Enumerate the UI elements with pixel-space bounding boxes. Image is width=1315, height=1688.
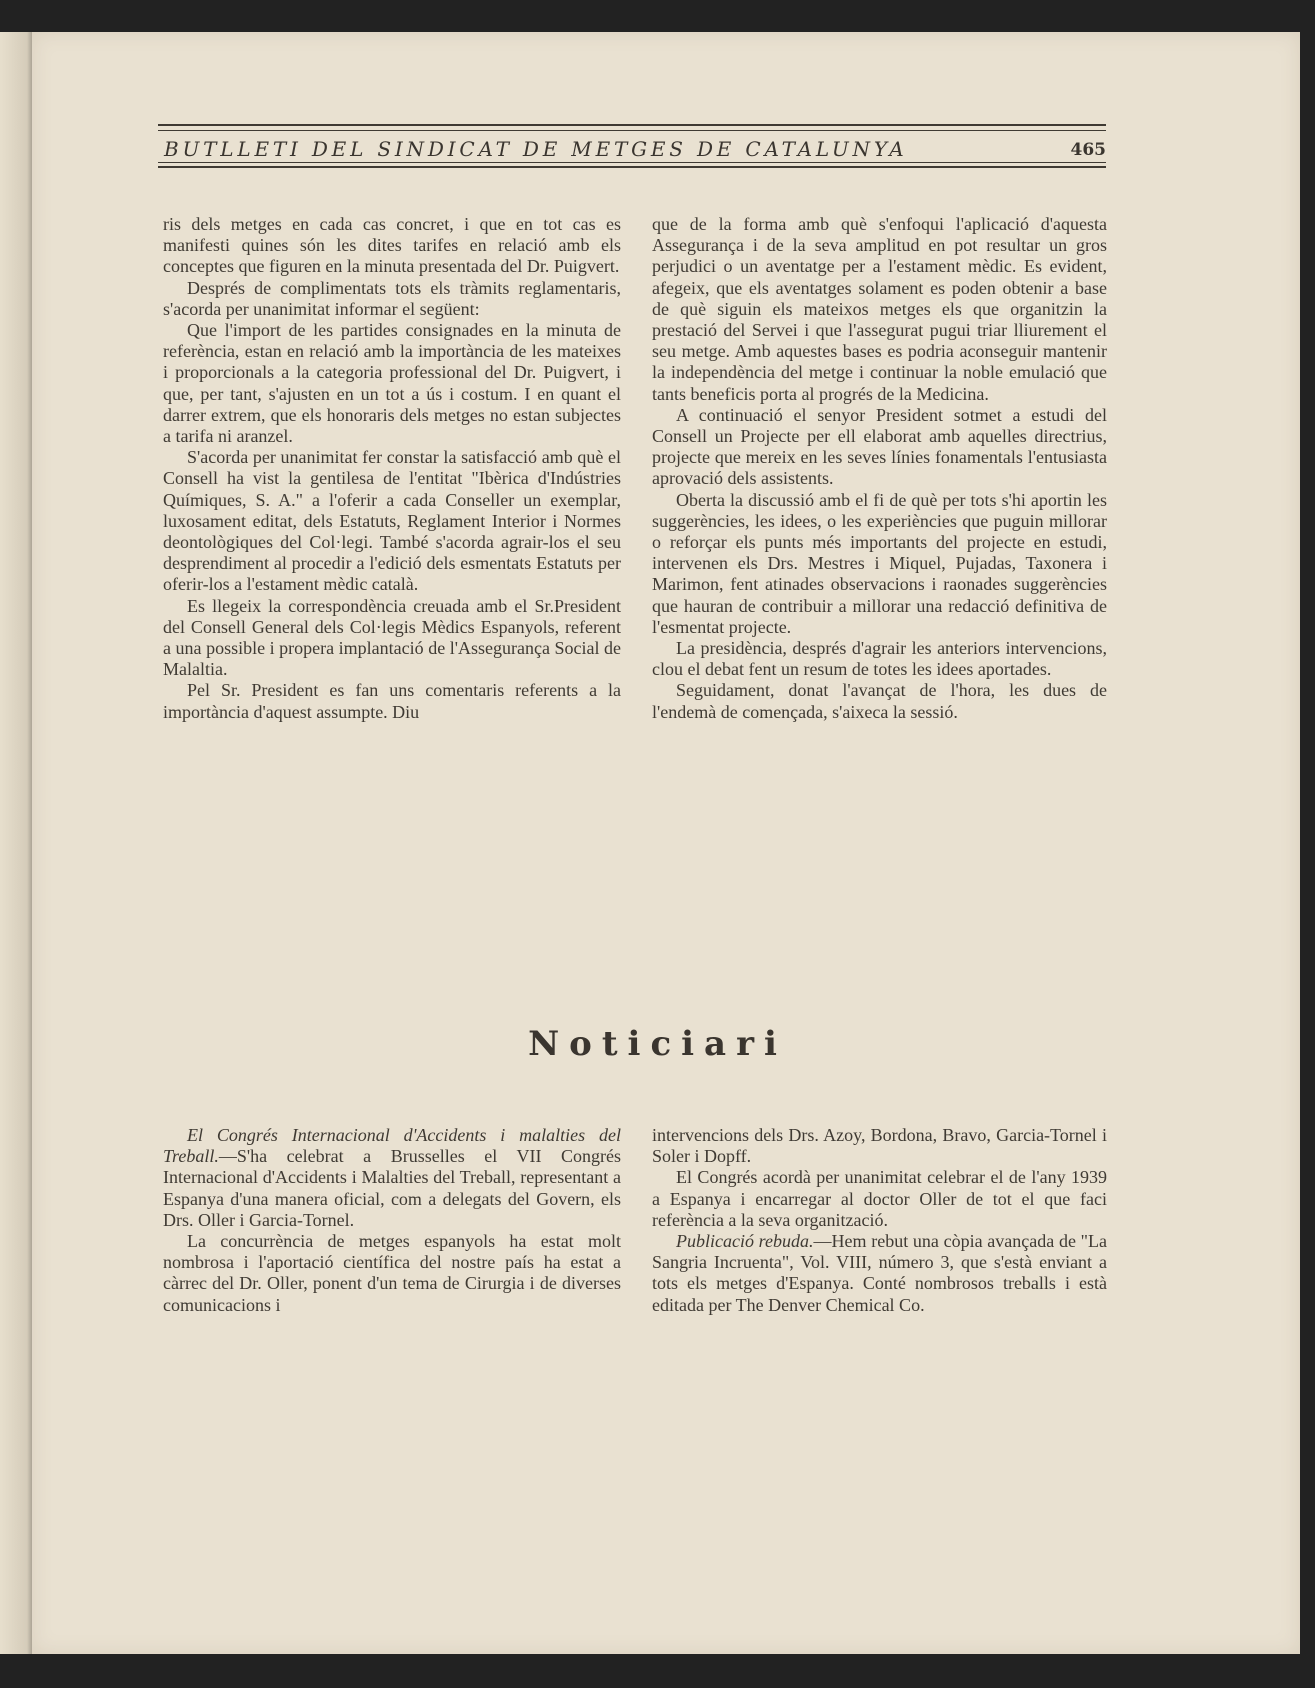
section-title-noticiari: Noticiari [528,1024,787,1064]
header-rule-bottom-thin [158,162,1106,163]
news-text: —Hem rebut una còpia avançada de "La Sangria Incruenta", Vol. VIII, número 3, que s'està enviant a tots els metges d'Espanya. Conté nombrosos treballs i està editada per The Denver Chemical Co. [652,1231,1107,1315]
paragraph: Oberta la discussió amb el fi de què per tots s'hi aportin les suggerències, les idees, o les experiències que puguin millorar o reforçar els punts més importants del projecte en estudi, intervenen els Drs. Mestres i Miquel, Pujadas, Taxonera i Marimon, fent atinades observacions i raonades suggerències que hauran de contribuir a millorar una redacció definitiva de l'esmentat projecte. [652,489,1107,637]
paragraph: que de la forma amb què s'enfoqui l'aplicació d'aquesta Assegurança i de la seva amplitud en pot resultar un gros perjudici o un aventatge per a l'estament mèdic. Es evident, afegeix, que els aventatges solament es poden obtenir a base de què siguin els mateixos metges els que organitzin la prestació del Servei i que l'assegurat pugui triar lliurement el seu metge. Amb aquestes bases es podria aconseguir mantenir la independència del metge i continuar la noble emulació que tants beneficis porta al progrés de la Medicina. [652,214,1107,404]
news-lead: Publicació rebuda. [676,1231,814,1252]
running-head: BUTLLETI DEL SINDICAT DE METGES DE CATALUNYA [164,137,908,161]
news-right-column [652,1125,1107,1316]
news-text: intervencions dels Drs. Azoy, Bordona, Bravo, Garcia-Tornel i Soler i Dopff. [652,1125,1107,1167]
paragraph: Seguidament, donat l'avançat de l'hora, les dues de l'endemà de començada, s'aixeca la sessió. [652,680,1107,722]
news-paragraph [163,1125,621,1231]
header-rule-top-thin [158,130,1106,131]
news-lead: El Congrés Internacional d'Accidents i malalties del Treball. [163,1125,621,1167]
paragraph: Es llegeix la correspondència creuada amb el Sr.President del Consell General dels Col·legis Mèdics Espanyols, referent a una possible i propera implantació de l'Assegurança Social de Malaltia. [163,595,621,680]
top-left-column [163,214,621,723]
paragraph: A continuació el senyor President sotmet a estudi del Consell un Projecte per ell elaborat amb aquelles directrius, projecte que mereix en les seves línies fonamentals l'entusiasta aprovació dels assistents. [652,404,1107,489]
paragraph: ris dels metges en cada cas concret, i que en tot cas es manifesti quines són les dites tarifes en relació amb els conceptes que figuren en la minuta presentada del Dr. Puigvert. [163,214,621,277]
news-paragraph [163,1231,621,1316]
previous-page-edge [0,32,36,1654]
paragraph: Després de complimentats tots els tràmits reglamentaris, s'acorda per unanimitat informar el següent: [163,277,621,319]
header-rule-top [158,124,1106,126]
paragraph: La presidència, després d'agrair les anteriors intervencions, clou el debat fent un resum de totes les idees aportades. [652,638,1107,680]
news-text: El Congrés acordà per unanimitat celebrar el de l'any 1939 a Espanya i encarregar al doctor Oller de tot el que faci referència a la seva organització. [652,1167,1107,1230]
paragraph: Pel Sr. President es fan uns comentaris referents a la importància d'aquest assumpte. Diu [163,680,621,722]
news-paragraph [652,1231,1107,1316]
news-text: —S'ha celebrat a Brusselles el VII Congrés Internacional d'Accidents i Malalties del Treball, representant a Espanya d'una manera oficial, com a delegats del Govern, els Drs. Oller i Garcia-Tornel. [163,1146,621,1230]
paragraph: Que l'import de les partides consignades en la minuta de referència, estan en relació amb la importància de les mateixes i proporcionals a la categoria professional del Dr. Puigvert, i que, per tant, s'ajusten en un tot a ús i costum. I en quant el darrer extrem, que els honoraris dels metges no estan subjectes a tarifa ni aranzel. [163,320,621,447]
top-right-column [652,214,1107,723]
paragraph: S'acorda per unanimitat fer constar la satisfacció amb què el Consell ha vist la gentilesa de l'entitat "Ibèrica d'Indústries Químiques, S. A." a l'oferir a cada Conseller un exemplar, luxosament editat, dels Estatuts, Reglament Interior i Normes deontològiques del Col·legi. També s'acorda agrair-los el seu desprendiment al procedir a l'edició dels esmentats Estatuts per oferir-los a l'estament mèdic català. [163,447,621,595]
header-rule-bottom [158,166,1106,168]
page-number: 465 [1070,140,1106,160]
news-text: La concurrència de metges espanyols ha estat molt nombrosa i l'aportació científica del nostre país ha estat a càrrec del Dr. Oller, ponent d'un tema de Cirurgia i de diverses comunicacions i [163,1231,621,1315]
news-left-column [163,1125,621,1316]
news-paragraph [652,1125,1107,1167]
news-paragraph [652,1167,1107,1231]
